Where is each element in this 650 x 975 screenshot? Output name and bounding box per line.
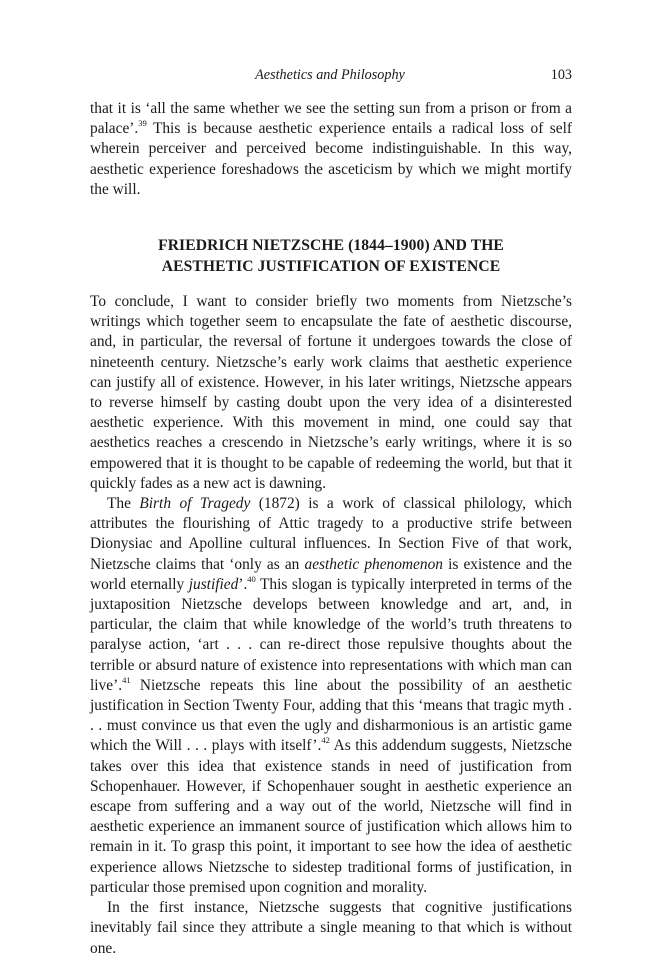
emphasis: justified — [188, 575, 239, 593]
text-run: This slogan is typically interpreted in terms of the juxtaposition Nietzsche develops between knowledge and art, and, in particular, the claim that while knowledge of the world’s truth threatens to paralyse action, ‘art . . . can re-direct those repulsive thoughts about the terrible or absurd nature of existence into representations with which man can live’. — [90, 575, 572, 694]
footnote-ref-42: 42 — [321, 735, 330, 746]
footnote-ref-39: 39 — [138, 118, 147, 129]
paragraph-birth-of-tragedy — [90, 494, 572, 898]
body-text-section — [90, 292, 572, 959]
section-heading — [90, 236, 572, 277]
body-text-top — [90, 99, 572, 200]
text-run: As this addendum suggests, Nietzsche takes over this idea that existence stands in need of justification from Schopenhauer. However, if Schopenhauer sought in aesthetic experience an escape from suffering and a way out of the world, Nietzsche will find in aesthetic experience an immanent source of justification which allows him to remain in it. To grasp this point, it important to see how the idea of aesthetic experience allows Nietzsche to sidestep traditional forms of justification, in particular those premised upon cognition and morality. — [90, 737, 572, 896]
text-run: ’. — [238, 575, 248, 593]
paragraph-cognitive-justifications: In the first instance, Nietzsche suggests that cognitive justifications inevitably fail since they attribute a single meaning to that which is without one. — [90, 899, 572, 957]
running-head — [88, 67, 572, 87]
text-run: Nietzsche repeats this line about the possibility of an aesthetic justification in Section Twenty Four, adding that this ‘means that tragic myth . . . must convince us that even the ugly and disharmonious is an artistic game which the Will . . . plays with itself’. — [90, 676, 572, 755]
paragraph-continued — [90, 99, 572, 200]
paragraph-intro: To conclude, I want to consider briefly two moments from Nietzsche’s writings which together seem to encapsulate the fate of aesthetic discourse, and, in particular, the reversal of fortune it undergoes towards the close of nineteenth century. Nietzsche’s early work claims that aesthetic experience can justify all of existence. However, in his later writings, Nietzsche appears to reverse himself by casting doubt upon the very idea of a disinterested aesthetic experience. With this movement in mind, one could say that aesthetics reaches a crescendo in Nietzsche’s early writings, where it is so empowered that it is thought to be capable of redeeming the world, but that it quickly fades as a new act is dawning. — [90, 293, 572, 492]
footnote-ref-40: 40 — [247, 573, 256, 584]
page-number: 103 — [550, 67, 572, 83]
book-title: Birth of Tragedy — [139, 495, 251, 513]
emphasis: aesthetic phenomenon — [304, 555, 443, 573]
text-run: that it is ‘all the same whether we see the setting sun from a prison or from a palace’. — [90, 100, 572, 138]
text-run: is existence and the world eternally — [90, 555, 572, 593]
text-run: (1872) is a work of classical philology, which attributes the flourishing of Attic tragedy to a productive strife between Dionysiac and Apolline cultural influences. In Section Five of that work, Nietzsche claims that ‘only as an — [90, 495, 572, 573]
footnote-ref-41: 41 — [122, 674, 131, 685]
text-run: The — [107, 495, 140, 513]
running-title: Aesthetics and Philosophy — [255, 67, 405, 83]
section-heading-line-1: FRIEDRICH NIETZSCHE (1844–1900) AND THE — [158, 237, 504, 254]
section-heading-line-2: AESTHETIC JUSTIFICATION OF EXISTENCE — [161, 257, 501, 275]
text-run: This is because aesthetic experience entails a radical loss of self wherein perceiver and perceived become indistinguishable. In this way, aesthetic experience foreshadows the asceticism by which we might mortify the will. — [90, 120, 572, 198]
